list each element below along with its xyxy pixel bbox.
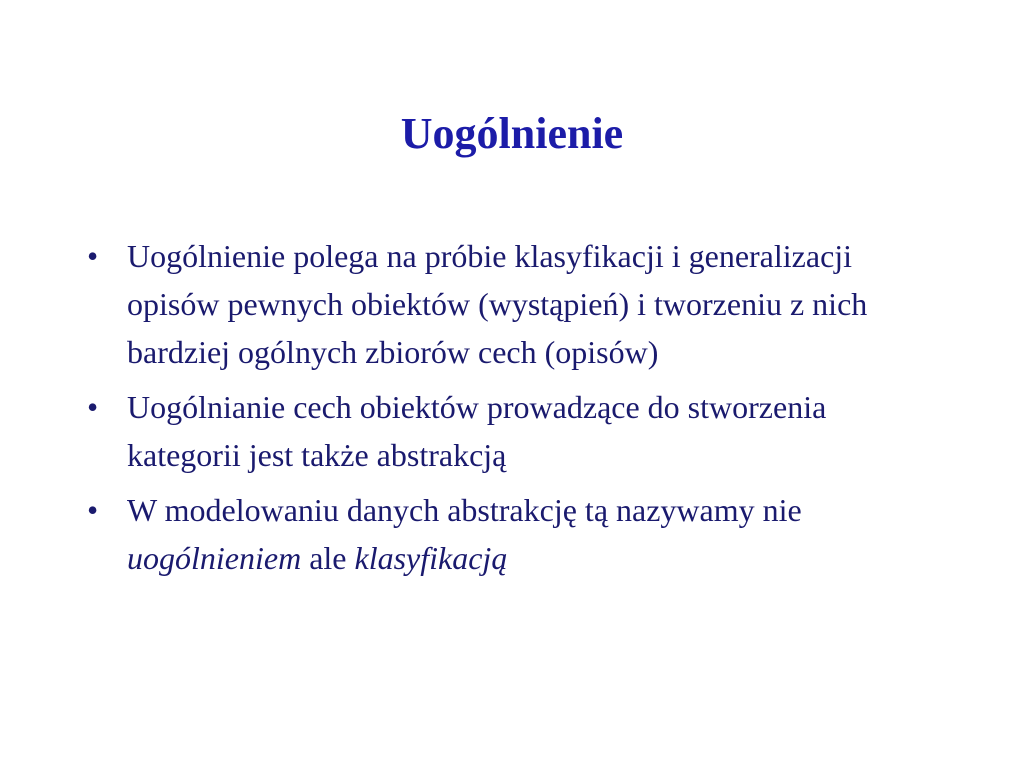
emphasis-classification: klasyfikacją	[354, 540, 508, 576]
emphasis-generalization: uogólnieniem	[127, 540, 302, 576]
bullet-text	[127, 492, 802, 576]
bullet-item-generalization-definition	[83, 232, 943, 376]
bullet-icon: •	[87, 389, 99, 425]
bullet-icon: •	[87, 492, 99, 528]
bullet-text-middle: ale	[301, 540, 355, 576]
bullet-icon: •	[87, 238, 99, 274]
bullet-text: Uogólnienie polega na próbie klasyfikacji i generalizacji opisów pewnych obiektów (wystąpień) i tworzeniu z nich bardziej ogólnych zbiorów cech (opisów)	[127, 238, 868, 370]
bullet-text: Uogólnianie cech obiektów prowadzące do stworzenia kategorii jest także abstrakcją	[127, 389, 827, 473]
slide-title: Uogólnienie	[400, 109, 624, 158]
bullet-list	[83, 232, 943, 589]
bullet-item-generalization-abstraction	[83, 383, 943, 479]
bullet-text-before: W modelowaniu danych abstrakcję tą nazywamy nie	[127, 492, 802, 528]
bullet-item-data-modeling-classification	[83, 486, 943, 582]
